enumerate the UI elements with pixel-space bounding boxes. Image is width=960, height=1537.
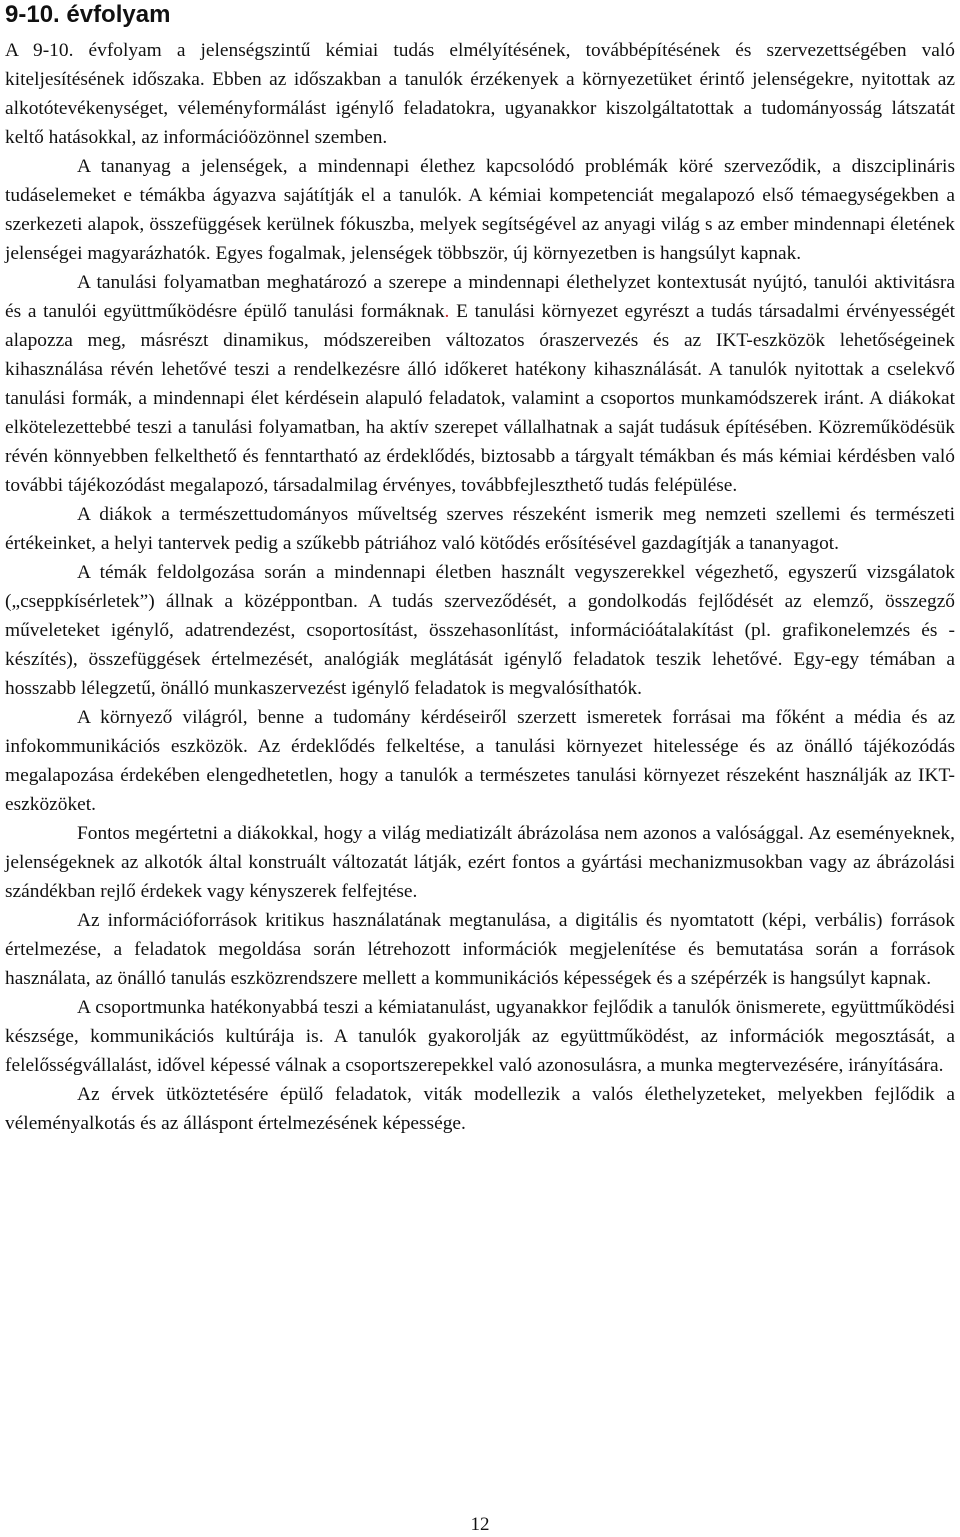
paragraph-6: A környező világról, benne a tudomány kérdéseiről szerzett ismeretek forrásai ma főként a média és az infokommunikációs eszközök. Az érdeklődés felkeltése, a tanulási környezet hitelessége és az önálló tájékozódás megalapozása érdekében elengedhetetlen, hogy a tanulók a természetes tanulási környezet részeként használják az IKT-eszközöket. <box>5 707 955 815</box>
paragraph-2: A tananyag a jelenségek, a mindennapi élethez kapcsolódó problémák köré szerveződik, a diszciplináris tudáselemeket e témákba ágyazva sajátítják el a tanulók. A kémiai kompetenciát megalapozó első témaegységekben a szerkezeti alapok, összefüggések kerülnek fókuszba, melyek segítségével az anyagi világ s az ember mindennapi életének jelenségei magyarázhatók. Egyes fogalmak, jelenségek többször, új környezetben is hangsúlyt kapnak. <box>5 156 955 264</box>
paragraph-8: Az információforrások kritikus használatának megtanulása, a digitális és nyomtatott (képi, verbális) források értelmezése, a feladatok megoldása során létrehozott információk megjelenítése és bemutatása során a források használata, az önálló tanulás eszközrendszere mellett a kommunikációs képességek és a szépérzék is hangsúlyt kapnak. <box>5 910 955 989</box>
paragraph-3 <box>5 268 955 500</box>
paragraph-1: A 9-10. évfolyam a jelenségszintű kémiai tudás elmélyítésének, továbbépítésének és szervezettségében való kiteljesítésének időszaka. Ebben az időszakban a tanulók érzékenyek a környezetüket érintő jelenségekre, nyitottak az alkotótevékenységet, véleményformálást igénylő feladatokra, ugyanakkor kiszolgáltatottak a tudományosság látszatát keltő hatásokkal, az információözönnel szemben. <box>5 40 955 148</box>
paragraph-10: Az érvek ütköztetésére épülő feladatok, viták modellezik a valós élethelyzeteket, melyekben fejlődik a véleményalkotás és az álláspont értelmezésének képessége. <box>5 1084 955 1134</box>
paragraph-3-part-1: A tanulási folyamatban meghatározó a szerepe a mindennapi élethelyzet kontextusát nyújtó, tanulói aktivitásra és a tanulói együttműködésre épülő tanulási formáknak <box>5 272 955 322</box>
page-number: 12 <box>470 1514 490 1535</box>
paragraph-5: A témák feldolgozása során a mindennapi életben használt vegyszerekkel végezhető, egyszerű vizsgálatok („cseppkísérletek”) állnak a középpontban. A tudás szerveződését, a gondolkodás fejlődését az elemző, összegző műveleteket igénylő, adatrendezést, csoportosítást, összehasonlítást, információátalakítást (pl. grafikonelemzés és -készítés), összefüggések értelmezését, analógiák meglátását igénylő feladatok teszik lehetővé. Egy-egy témában a hosszabb lélegzetű, önálló munkaszervezést igénylő feladatok is megvalósíthatók. <box>5 562 955 699</box>
paragraph-4: A diákok a természettudományos műveltség szerves részeként ismerik meg nemzeti szellemi és természeti értékeinket, a helyi tantervek pedig a szűkebb pátriához való kötődés erősítésével gazdagítják a tananyagot. <box>5 504 955 554</box>
document-page <box>5 0 955 1138</box>
body-text <box>5 36 955 1138</box>
paragraph-3-accent-period: . <box>444 301 450 322</box>
paragraph-3-part-2: E tanulási környezet egyrészt a tudás társadalmi érvényességét alapozza meg, másrészt dinamikus, módszereiben változatos óraszervezés és az IKT-eszközök lehetőségeinek kihasználása révén lehetővé teszi a rendelkezésre álló időkeret hatékony kihasználását. A tanulók nyitottak a cselekvő tanulási formák, a mindennapi élet kérdésein alapuló feladatok, valamint a csoportos munkamódszerek iránt. A diákokat elkötelezettebbé teszi a tanulási folyamatban, ha aktív szerepet vállalhatnak a saját tudásuk építésében. Közreműködésük révén könnyebben felkelthető és fenntartható az érdeklődés, biztosabb a tárgyalt témákban és más kémiai kérdésben való további tájékozódást megalapozó, társadalmilag érvényes, továbbfejleszthető tudás felépülése. <box>5 301 955 496</box>
paragraph-9: A csoportmunka hatékonyabbá teszi a kémiatanulást, ugyanakkor fejlődik a tanulók önismerete, együttműködési készsége, kommunikációs kultúrája is. A tanulók gyakorolják az együttműködést, az információk megosztását, a felelősségvállalást, idővel képessé válnak a csoportszerepekkel való azonosulásra, a munka megtervezésére, irányítására. <box>5 997 955 1076</box>
section-heading: 9-10. évfolyam <box>5 1 171 28</box>
paragraph-7: Fontos megértetni a diákokkal, hogy a világ mediatizált ábrázolása nem azonos a valósággal. Az eseményeknek, jelenségeknek az alkotók által konstruált változatát látják, ezért fontos a gyártási mechanizmusokban vagy az ábrázolási szándékban rejlő érdekek vagy kényszerek felfejtése. <box>5 823 955 902</box>
